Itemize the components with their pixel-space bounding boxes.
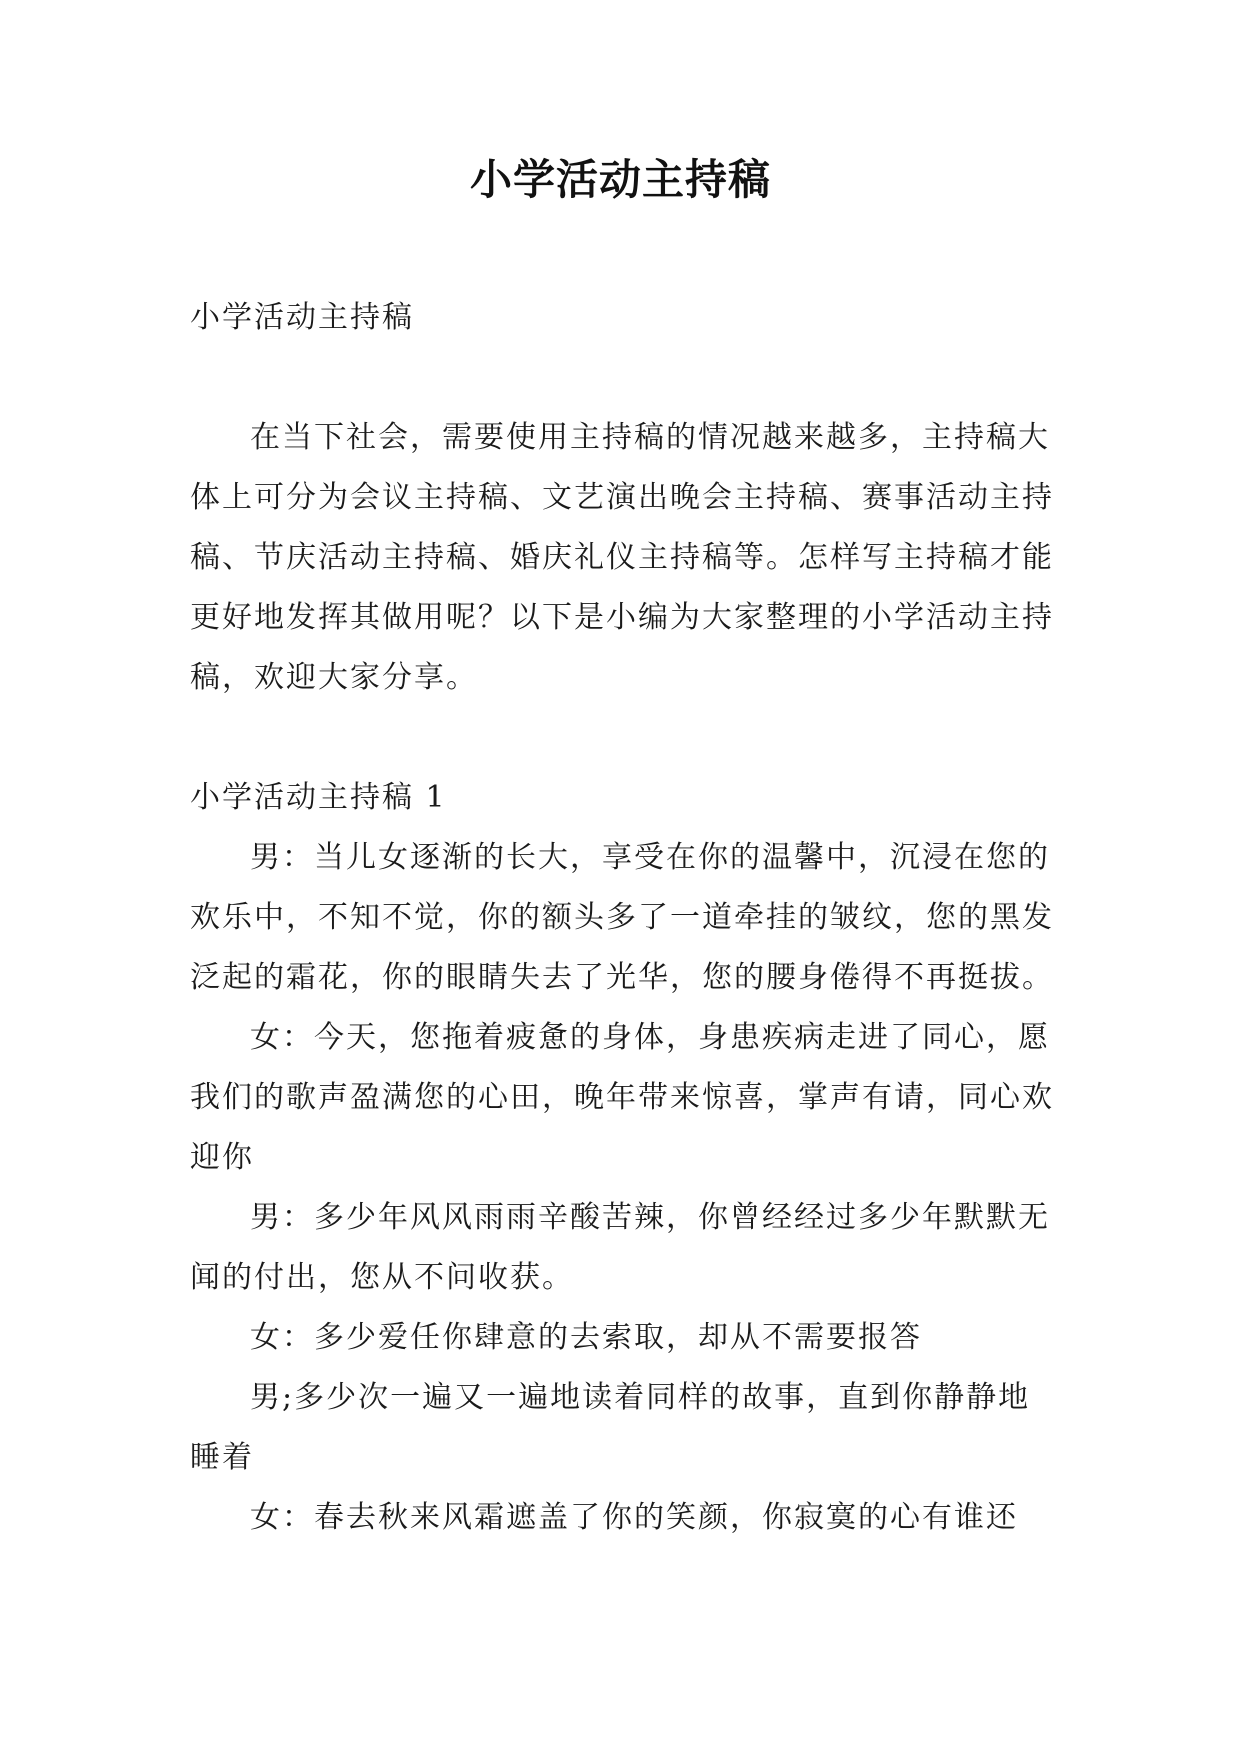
dialogue-paragraph: 女：多少爱任你肆意的去索取，却从不需要报答 [250, 1320, 922, 1355]
document-body [190, 288, 1060, 1548]
section-heading: 小学活动主持稿 1 [190, 780, 447, 815]
dialogue-paragraph: 女：春去秋来风霜遮盖了你的笑颜，你寂寞的心有谁还 [250, 1500, 1018, 1535]
dialogue-paragraph: 男;多少次一遍又一遍地读着同样的故事，直到你静静地睡着 [190, 1380, 1031, 1475]
dialogue-paragraph: 男：多少年风风雨雨辛酸苦辣，你曾经经过多少年默默无闻的付出，您从不问收获。 [190, 1200, 1050, 1295]
intro-paragraph: 在当下社会，需要使用主持稿的情况越来越多，主持稿大体上可分为会议主持稿、文艺演出晚会主持稿、赛事活动主持稿、节庆活动主持稿、婚庆礼仪主持稿等。怎样写主持稿才能更好地发挥其做用呢？以下是小编为大家整理的小学活动主持稿，欢迎大家分享。 [190, 420, 1054, 695]
document-subtitle: 小学活动主持稿 [190, 300, 414, 335]
document-title: 小学活动主持稿 [469, 155, 771, 204]
dialogue-paragraph: 女：今天，您拖着疲惫的身体，身患疾病走进了同心，愿我们的歌声盈满您的心田，晚年带来惊喜，掌声有请，同心欢迎你 [190, 1020, 1054, 1175]
dialogue-paragraph: 男：当儿女逐渐的长大，享受在你的温馨中，沉浸在您的欢乐中，不知不觉，你的额头多了一道牵挂的皱纹，您的黑发泛起的霜花，你的眼睛失去了光华，您的腰身倦得不再挺拔。 [190, 840, 1054, 995]
